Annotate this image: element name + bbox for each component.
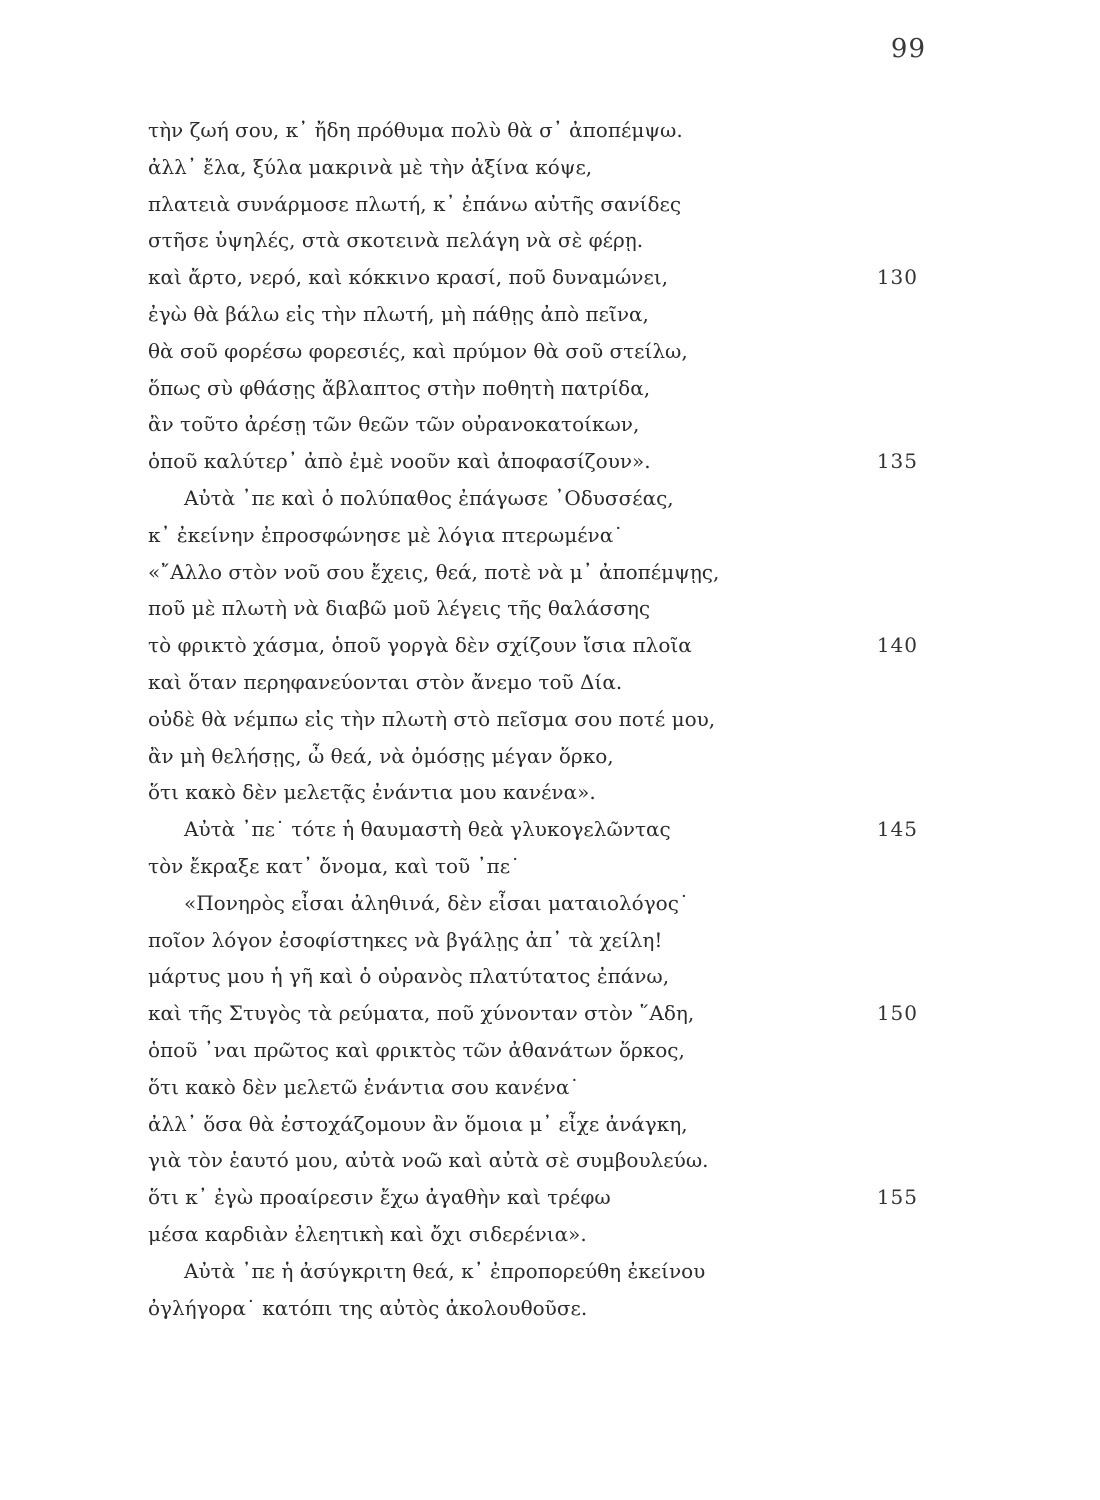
verse-line-text: στῆσε ὑψηλές, στὰ σκοτεινὰ πελάγη νὰ σὲ φέρῃ. — [148, 228, 644, 253]
verse-line-text: πλατειὰ συνάρμοσε πλωτή, κ᾽ ἐπάνω αὐτῆς σανίδες — [148, 191, 682, 216]
verse-line-text: καὶ ὅταν περηφανεύονται στὸν ἄνεμο τοῦ Δία. — [148, 669, 623, 694]
verse-line-text: Αὐτὰ ᾽πε˙ τότε ἡ θαυμαστὴ θεὰ γλυκογελῶντας — [184, 817, 671, 842]
verse-line — [148, 995, 928, 1032]
verse-line-text: καὶ ἄρτο, νερό, καὶ κόκκινο κρασί, ποῦ δυναμώνει, — [148, 265, 669, 290]
verse-line — [148, 370, 928, 407]
verse-line — [148, 701, 928, 738]
verse-line — [148, 1290, 928, 1327]
verse-line-text: «῎Αλλο στὸν νοῦ σου ἔχεις, θεά, ποτὲ νὰ μ᾽ ἀποπέμψῃς, — [148, 559, 720, 584]
verse-line-text: ὁποῦ καλύτερ᾽ ἀπὸ ἐμὲ νοοῦν καὶ ἀποφασίζουν». — [148, 449, 651, 474]
verse-line — [148, 590, 928, 627]
verse-line-text: οὐδὲ θὰ νέμπω εἰς τὴν πλωτὴ στὸ πεῖσμα σου ποτέ μου, — [148, 706, 716, 731]
verse-line — [148, 333, 928, 370]
verse-line — [148, 259, 928, 296]
verse-line — [148, 1069, 928, 1106]
verse-line-text: θὰ σοῦ φορέσω φορεσιές, καὶ πρύμον θὰ σοῦ στείλω, — [148, 338, 688, 363]
verse-line — [148, 848, 928, 885]
verse-line-text: μέσα καρδιὰν ἐλεητικὴ καὶ ὄχι σιδερένια». — [148, 1221, 587, 1246]
verse-line — [148, 1032, 928, 1069]
verse-line — [148, 112, 928, 149]
verse-line-text: ὅτι κακὸ δὲν μελετᾷς ἐνάντια μου κανένα». — [148, 780, 596, 805]
verse-line — [148, 1106, 928, 1143]
verse-line-text: ὅτι κ᾽ ἐγὼ προαίρεσιν ἔχω ἀγαθὴν καὶ τρέφω — [148, 1185, 611, 1210]
verse-line — [148, 738, 928, 775]
verse-line-text: ἂν τοῦτο ἀρέσῃ τῶν θεῶν τῶν οὐρανοκατοίκων, — [148, 412, 640, 437]
line-number: 140 — [876, 633, 918, 658]
verse-line-text: Αὐτὰ ᾽πε ἡ ἀσύγκριτη θεά, κ᾽ ἐπροπορεύθη ἐκείνου — [184, 1258, 706, 1283]
verse-line — [148, 811, 928, 848]
verse-line — [148, 443, 928, 480]
verse-line — [148, 406, 928, 443]
verse-line-text: ἂν μὴ θελήσῃς, ὦ θεά, νὰ ὀμόσῃς μέγαν ὅρκο, — [148, 743, 614, 768]
verse-line — [148, 1179, 928, 1216]
verse-line — [148, 664, 928, 701]
verse-line-text: γιὰ τὸν ἑαυτό μου, αὐτὰ νοῶ καὶ αὐτὰ σὲ συμβουλεύω. — [148, 1148, 709, 1173]
verse-line-text: Αὐτὰ ᾽πε καὶ ὁ πολύπαθος ἐπάγωσε ᾽Οδυσσέας, — [184, 485, 674, 510]
verse-line-text: ἀλλ᾽ ἔλα, ξύλα μακρινὰ μὲ τὴν ἀξίνα κόψε, — [148, 154, 593, 179]
verse-line-text: ἀλλ᾽ ὅσα θὰ ἐστοχάζομουν ἂν ὅμοια μ᾽ εἶχε ἀνάγκη, — [148, 1111, 688, 1136]
verse-line-text: ὀγλήγορα˙ κατόπι της αὐτὸς ἀκολουθοῦσε. — [148, 1295, 588, 1320]
verse-block — [148, 112, 928, 1326]
verse-line-text: ποῖον λόγον ἐσοφίστηκες νὰ βγάλῃς ἀπ᾽ τὰ χείλη! — [148, 927, 663, 952]
line-number: 145 — [876, 817, 918, 842]
verse-line — [148, 774, 928, 811]
verse-line-text: ὁποῦ ᾽ναι πρῶτος καὶ φρικτὸς τῶν ἀθανάτων ὅρκος, — [148, 1037, 685, 1062]
verse-line-text: τὴν ζωή σου, κ᾽ ἤδη πρόθυμα πολὺ θὰ σ᾽ ἀποπέμψω. — [148, 118, 683, 142]
verse-line-text: καὶ τῆς Στυγὸς τὰ ρεύματα, ποῦ χύνονταν στὸν ῞Αδη, — [148, 1001, 695, 1026]
verse-line-text: τὸν ἔκραξε κατ᾽ ὄνομα, καὶ τοῦ ᾽πε˙ — [148, 853, 521, 878]
verse-line — [148, 1142, 928, 1179]
verse-line — [148, 554, 928, 591]
verse-line-text: ὅτι κακὸ δὲν μελετῶ ἐνάντια σου κανένα˙ — [148, 1074, 580, 1099]
verse-line-text: ὅπως σὺ φθάσῃς ἄβλαπτος στὴν ποθητὴ πατρίδα, — [148, 375, 651, 400]
verse-line — [148, 1216, 928, 1253]
verse-line — [148, 296, 928, 333]
verse-line-text: τὸ φρικτὸ χάσμα, ὁποῦ γοργὰ δὲν σχίζουν ἴσια πλοῖα — [148, 633, 692, 658]
verse-line — [148, 186, 928, 223]
line-number: 130 — [876, 265, 918, 290]
line-number: 150 — [876, 1001, 918, 1026]
verse-line-text: κ᾽ ἐκείνην ἐπροσφώνησε μὲ λόγια πτερωμένα˙ — [148, 522, 624, 547]
verse-line-text: μάρτυς μου ἡ γῆ καὶ ὁ οὐρανὸς πλατύτατος ἐπάνω, — [148, 964, 670, 989]
verse-line — [148, 922, 928, 959]
verse-line — [148, 1253, 928, 1290]
line-number: 135 — [876, 449, 918, 474]
line-number: 155 — [876, 1185, 918, 1210]
verse-line — [148, 149, 928, 186]
verse-line — [148, 517, 928, 554]
verse-line — [148, 958, 928, 995]
verse-line — [148, 627, 928, 664]
verse-line-text: «Πονηρὸς εἶσαι ἀληθινά, δὲν εἶσαι ματαιολόγος˙ — [184, 890, 689, 915]
verse-line-text: ἐγὼ θὰ βάλω εἰς τὴν πλωτή, μὴ πάθῃς ἀπὸ πεῖνα, — [148, 301, 649, 326]
verse-line-text: ποῦ μὲ πλωτὴ νὰ διαβῶ μοῦ λέγεις τῆς θαλάσσης — [148, 596, 651, 621]
verse-line — [148, 885, 928, 922]
verse-line — [148, 480, 928, 517]
verse-line — [148, 222, 928, 259]
page-number: 99 — [890, 34, 926, 64]
